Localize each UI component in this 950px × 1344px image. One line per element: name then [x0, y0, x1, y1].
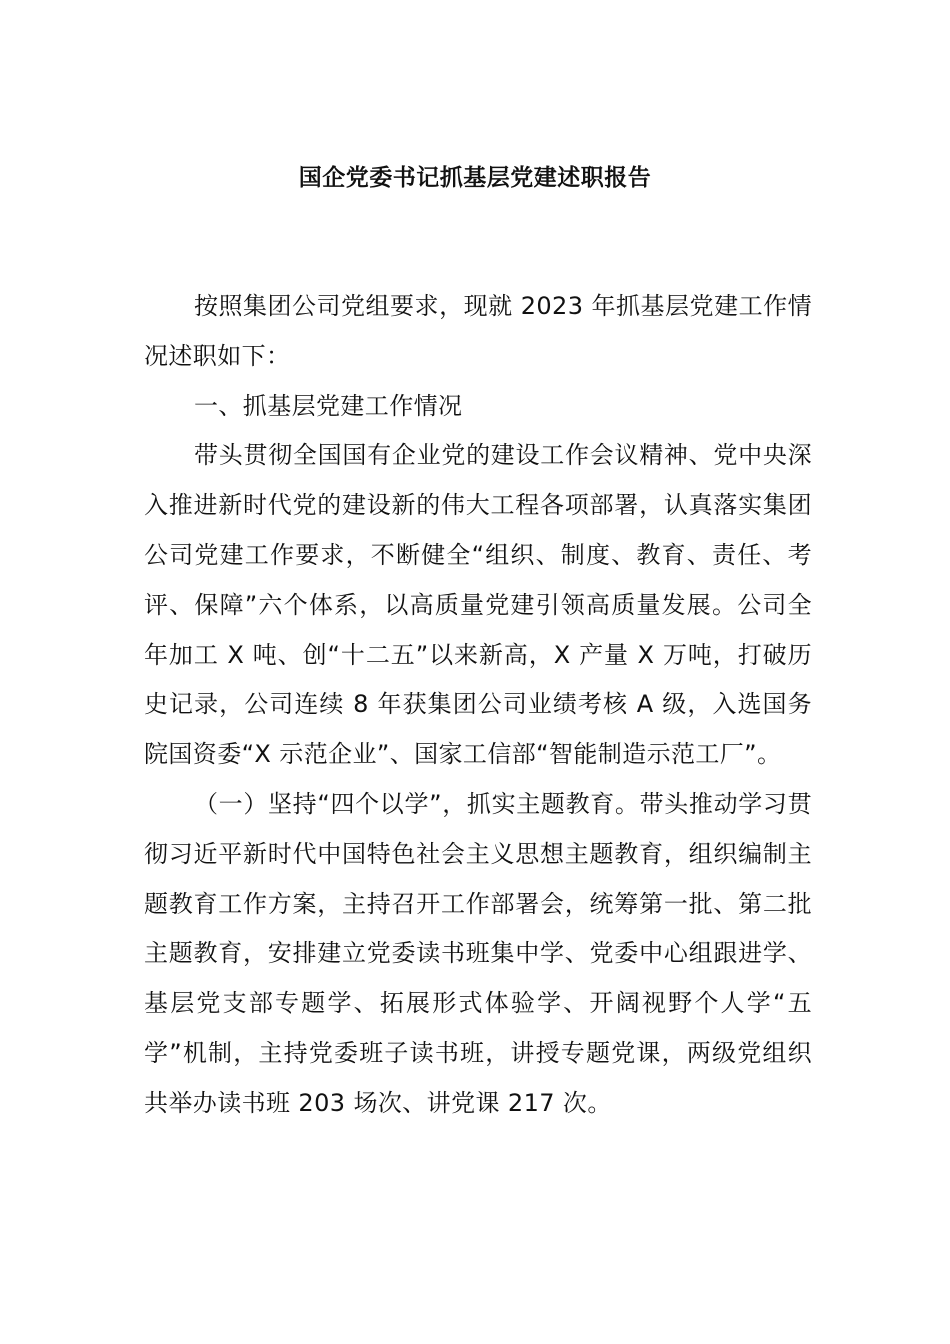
overview-paragraph: 带头贯彻全国国有企业党的建设工作会议精神、党中央深入推进新时代党的建设新的伟大工程各项部署，认真落实集团公司党建工作要求，不断健全“组织、制度、教育、责任、考评、保障”六个体系，以高质量党建引领高质量发展。公司全年加工 X 吨、创“十二五”以来新高，X 产量 X 万吨，打破历史记录，公司连续 8 年获集团公司业绩考核 A 级，入选国务院国资委“X 示范企业”、国家工信部“智能制造示范工厂”。 — [144, 441, 812, 769]
section-heading: 一、抓基层党建工作情况 — [194, 391, 463, 420]
intro-paragraph: 按照集团公司党组要求，现就 2023 年抓基层党建工作情况述职如下： — [144, 292, 812, 370]
document-body — [144, 282, 812, 1129]
subsection-paragraph: （一）坚持“四个以学”，抓实主题教育。带头推动学习贯彻习近平新时代中国特色社会主义思想主题教育，组织编制主题教育工作方案，主持召开工作部署会，统筹第一批、第二批主题教育，安排建立党委读书班集中学、党委中心组跟进学、基层党支部专题学、拓展形式体验学、开阔视野个人学“五学”机制，主持党委班子读书班，讲授专题党课，两级党组织共举办读书班 203 场次、讲党课 217 次。 — [144, 789, 812, 1117]
document-title: 国企党委书记抓基层党建述职报告 — [298, 165, 652, 191]
